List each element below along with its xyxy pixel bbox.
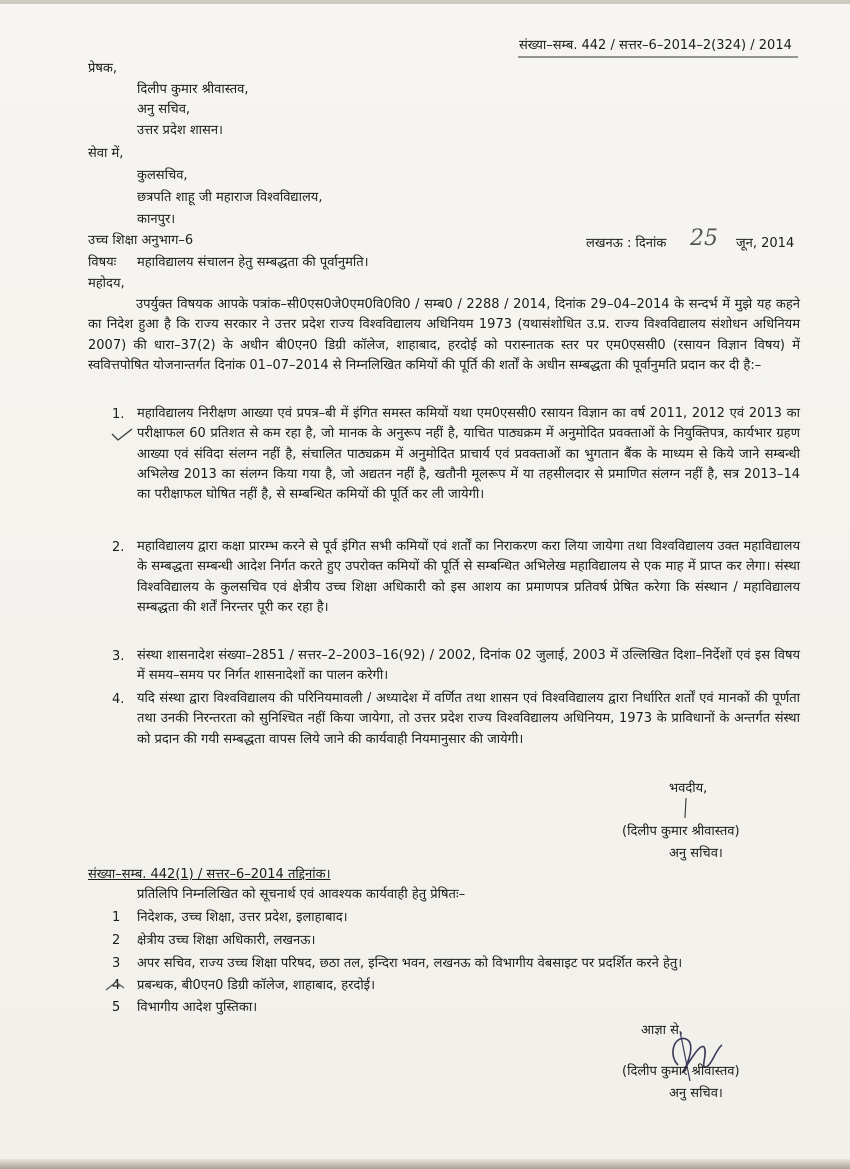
intro-paragraph: उपर्युक्त विषयक आपके पत्रांक–सी0एस0जे0एम0वि0वि0 / सम्ब0 / 2288 / 2014, दिनांक 29–04–2014 के सन्दर्भ में मुझे यह कहने का निदेश हुआ है कि राज्य सरकार ने उत्तर प्रदेश राज्य विश्वविद्यालय अधिनियम 1973 (यथासंशोधित उ.प्र. राज्य विश्वविद्यालय संशोधन अधिनियम 2007) की धारा–37(2) के अधीन बी0एन0 डिग्री कॉलेज, शाहाबाद, हरदोई को परास्नातक स्तर पर एम0एससी0 (रसायन विज्ञान विषय) में स्ववित्तपोषित योजनान्तर्गत दिनांक 01–07–2014 से निम्नलिखित कमियों की पूर्ति की शर्तों के अधीन सम्बद्धता की पूर्वानुमति प्रदान कर दी है:– xyxy=(88,297,800,373)
department-line: उच्च शिक्षा अनुभाग–6 xyxy=(88,233,194,248)
copy-reference-number: संख्या–सम्ब. 442(1) / सत्तर–6–2014 तद्दिनांक। xyxy=(88,867,331,882)
handwritten-date-day: 25 xyxy=(690,226,718,251)
copy-recipient-4-number: 4 xyxy=(112,978,121,993)
signature-stroke xyxy=(683,798,689,820)
copy-recipient-3: अपर सचिव, राज्य उच्च शिक्षा परिषद, छठा तल, इन्दिरा भवन, लखनऊ को विभागीय वेबसाइट पर प्रदर्शित करने हेतु। xyxy=(137,956,683,971)
copy-closing-designation: अनु सचिव। xyxy=(669,1086,723,1101)
valediction: भवदीय, xyxy=(669,781,708,796)
reference-underline xyxy=(518,55,800,59)
copy-recipient-2-number: 2 xyxy=(112,933,121,948)
condition-4-text: यदि संस्था द्वारा विश्वविद्यालय की परिनियमावली / अध्यादेश में वर्णित तथा शासन एवं विश्वविद्यालय द्वारा निर्धारित शर्तों एवं मानकों की पूर्णता तथा उनकी निरन्तरता को सुनिश्चित नहीं किया जायेगा, तो उत्तर प्रदेश राज्य विश्वविद्यालय अधिनियम, 1973 के प्राविधानों के अन्तर्गत संस्था को प्रदान की गयी सम्बद्धता वापस लिये जाने की कार्यवाही नियमानुसार की जायेगी। xyxy=(137,691,800,747)
page-bottom-edge xyxy=(0,1159,850,1169)
copy-closing-name: (दिलीप कुमार श्रीवास्तव) xyxy=(622,1064,740,1079)
reference-number: संख्या–सम्ब. 442 / सत्तर–6–2014–2(324) / 2014 xyxy=(519,38,792,53)
subject-text: महाविद्यालय संचालन हेतु सम्बद्धता की पूर्वानुमति। xyxy=(137,255,369,270)
copy-intro: प्रतिलिपि निम्नलिखित को सूचनार्थ एवं आवश्यक कार्यवाही हेतु प्रेषितः– xyxy=(137,887,466,902)
sender-office: उत्तर प्रदेश शासन। xyxy=(137,123,223,138)
condition-1-text: महाविद्यालय निरीक्षण आख्या एवं प्रपत्र–बी में इंगित समस्त कमियों यथा एम0एससी0 रसायन विज्ञान का वर्ष 2011, 2012 एवं 2013 का परीक्षाफल 60 प्रतिशत से कम रहा है, जो मानक के अनुरूप नहीं है, याचित पाठ्यक्रम में अनुमोदित प्रवक्ताओं के नियुक्तिपत्र, कार्यभार ग्रहण आख्या एवं संविदा संलग्न नहीं है, संचालित पाठ्यक्रम में अनुमोदित प्राचार्य एवं प्रवक्ताओं का भुगतान बैंक के माध्यम से किये जाने सम्बन्धी अभिलेख 2013 का संलग्न किया गया है, जो अद्यतन नहीं है, खतौनी मूलरूप में या तहसीलदार से प्रमाणित संलग्न नहीं है, सत्र 2013–14 का परीक्षाफल घोषित नहीं है, से सम्बन्धित कमियों की पूर्ति कर ली जायेगी। xyxy=(137,406,800,503)
sender-name: दिलीप कुमार श्रीवास्तव, xyxy=(137,82,249,97)
copy-recipient-1-number: 1 xyxy=(112,910,121,925)
closing-designation: अनु सचिव। xyxy=(669,846,723,861)
sender-label: प्रेषक, xyxy=(88,61,118,76)
copy-recipient-2: क्षेत्रीय उच्च शिक्षा अधिकारी, लखनऊ। xyxy=(137,933,316,948)
condition-3-number: 3. xyxy=(112,649,125,664)
copy-recipient-3-number: 3 xyxy=(112,956,121,971)
copy-recipient-1: निदेशक, उच्च शिक्षा, उत्तर प्रदेश, इलाहाबाद। xyxy=(137,910,348,925)
date-suffix: जून, 2014 xyxy=(736,236,795,251)
tick-mark xyxy=(110,428,134,442)
page-top-edge xyxy=(0,0,850,4)
condition-2-text: महाविद्यालय द्वारा कक्षा प्रारम्भ करने से पूर्व इंगित सभी कमियों एवं शर्तों का निराकरण करा लिया जायेगा तथा विश्वविद्यालय उक्त महाविद्यालय के सम्बद्धता सम्बन्धी आदेश निर्गत करते हुए उपरोक्त कमियों की पूर्ति से सम्बन्धित अभिलेख महाविद्यालय से एक माह में प्राप्त कर लेगा। संस्था विश्वविद्यालय के कुलसचिव एवं क्षेत्रीय उच्च शिक्षा अधिकारी को इस आशय का प्रमाणपत्र प्रतिवर्ष प्रेषित करेगा कि संस्थान / महाविद्यालय सम्बद्धता की शर्तें निरन्तर पूरी कर रहा है। xyxy=(137,539,800,615)
copy-recipient-4: प्रबन्धक, बी0एन0 डिग्री कॉलेज, शाहाबाद, हरदोई। xyxy=(137,978,375,993)
order-line: आज्ञा से, xyxy=(641,1023,684,1038)
subject-label: विषयः xyxy=(88,255,117,270)
condition-4-number: 4. xyxy=(112,692,125,707)
copy-recipient-5-number: 5 xyxy=(112,1000,121,1015)
condition-1-number: 1. xyxy=(112,407,125,422)
recipient-label: सेवा में, xyxy=(88,146,124,161)
salutation: महोदय, xyxy=(88,276,125,291)
sender-designation: अनु सचिव, xyxy=(137,102,191,117)
condition-3-text: संस्था शासनादेश संख्या–2851 / सत्तर–2–2003–16(92) / 2002, दिनांक 02 जुलाई, 2003 में उल्लिखित दिशा–निर्देशों एवं इस विषय में समय–समय पर निर्गत शासनादेशों का पालन करेगी। xyxy=(137,648,800,684)
place-date-prefix: लखनऊ : दिनांक xyxy=(586,236,667,251)
recipient-city: कानपुर। xyxy=(137,212,176,227)
recipient-university: छत्रपति शाहू जी महाराज विश्वविद्यालय, xyxy=(137,190,323,205)
closing-name: (दिलीप कुमार श्रीवास्तव) xyxy=(622,824,740,839)
recipient-designation: कुलसचिव, xyxy=(137,168,188,183)
copy-recipient-5: विभागीय आदेश पुस्तिका। xyxy=(137,1000,258,1015)
pen-mark xyxy=(104,978,130,994)
condition-2-number: 2. xyxy=(112,540,125,555)
